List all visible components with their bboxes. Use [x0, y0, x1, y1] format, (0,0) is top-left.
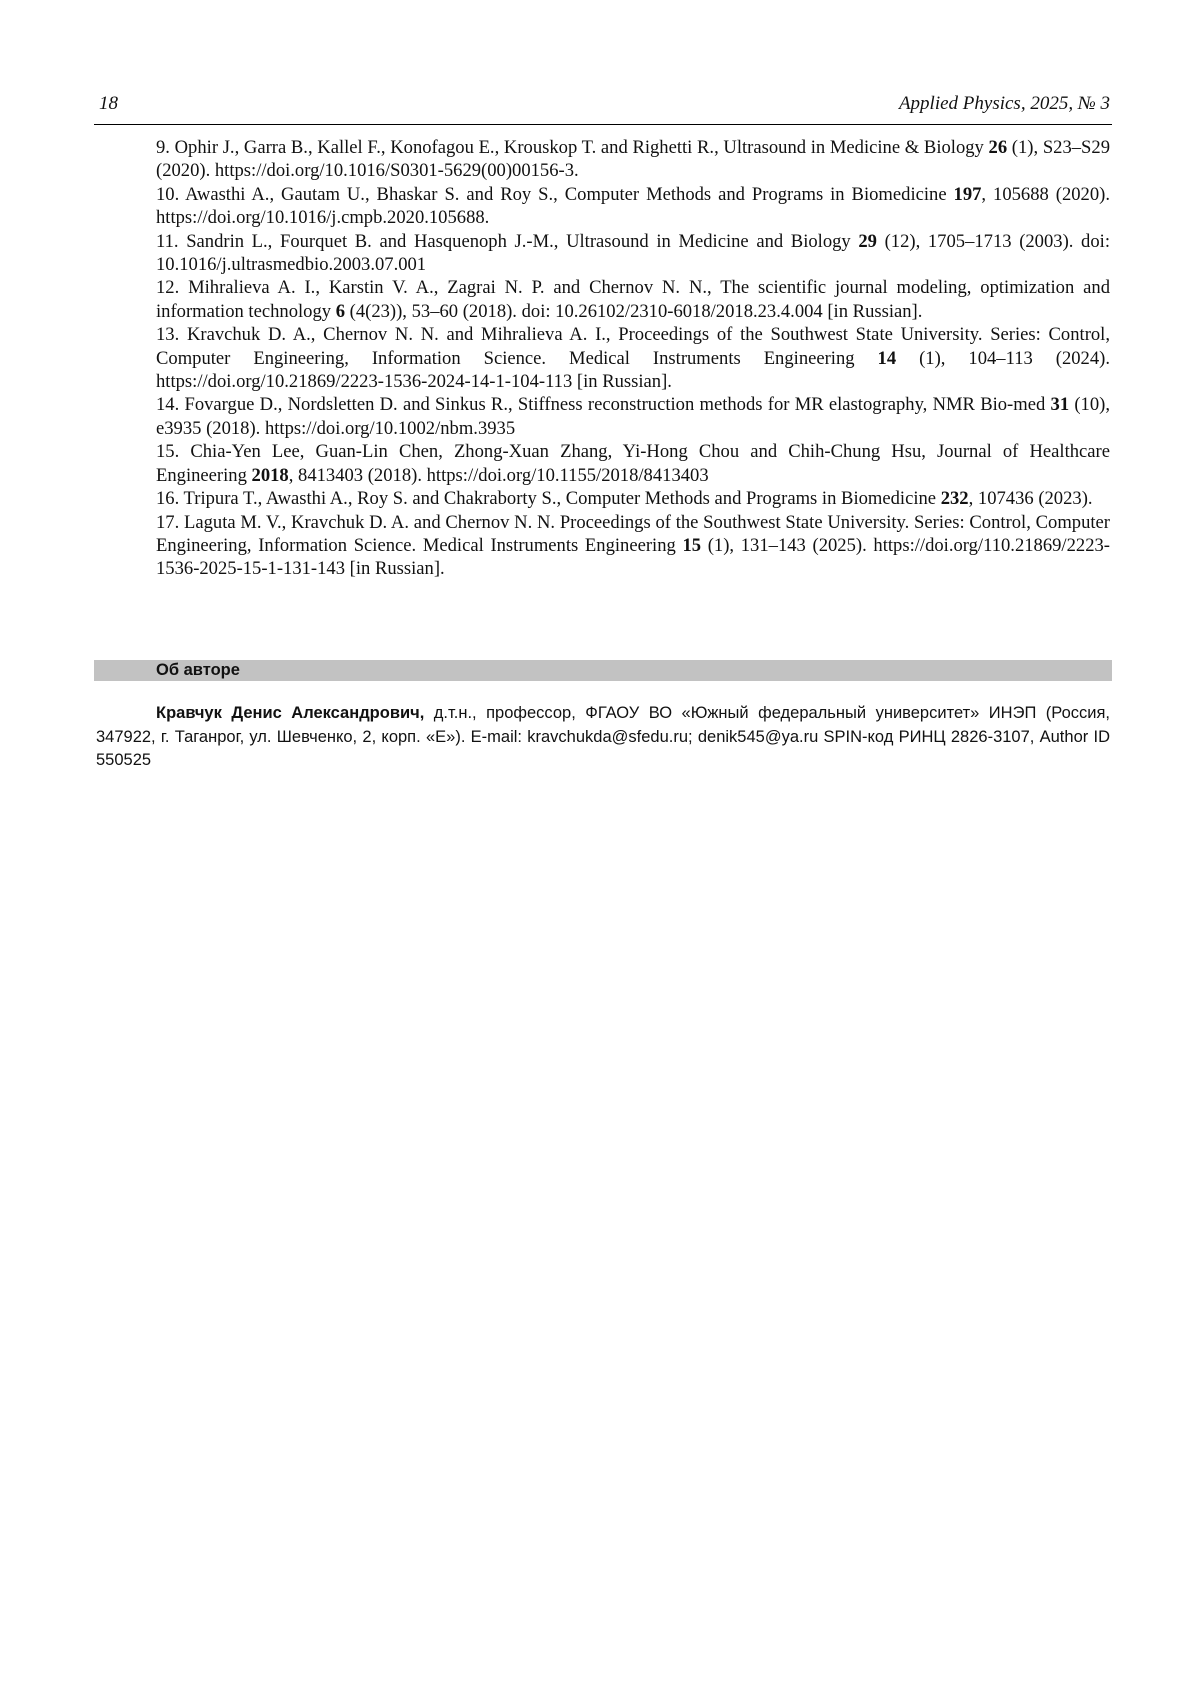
journal-title: Applied Physics, 2025, № 3 [898, 93, 1110, 114]
author-name: Кравчук Денис Александрович, [156, 704, 425, 722]
reference-list [156, 136, 1110, 581]
page-number: 18 [99, 93, 118, 114]
reference-item: 11. Sandrin L., Fourquet B. and Hasquenoph J.-M., Ultrasound in Medicine and Biology 29 (12), 1705–1713 (2003). doi: 10.1016/j.ultrasmedbio.2003.07.001 [156, 230, 1110, 276]
reference-item: 15. Chia-Yen Lee, Guan-Lin Chen, Zhong-Xuan Zhang, Yi-Hong Chou and Chih-Chung Hsu, Journal of Healthcare Engineering 2018, 8413403 (2018). https://doi.org/10.1155/2018/8413403 [156, 441, 1110, 486]
reference-item: 17. Laguta M. V., Kravchuk D. A. and Chernov N. N. Proceedings of the Southwest State University. Series: Control, Computer Engineering, Information Science. Medical Instruments Engineering 15 (1), 131–143 (2025). https://doi.org/110.21869/2223-1536-2025-15-1-131-143 [in Russian]. [156, 511, 1110, 580]
about-author-heading: Об авторе [156, 661, 240, 679]
reference-item: 12. Mihralieva A. I., Karstin V. A., Zagrai N. P. and Chernov N. N., The scientific journal modeling, optimization and information technology 6 (4(23)), 53–60 (2018). doi: 10.26102/2310-6018/2018.23.4.004 [in Russian]. [156, 277, 1110, 322]
reference-item: 9. Ophir J., Garra B., Kallel F., Konofagou E., Krouskop T. and Righetti R., Ultrasound in Medicine & Biology 26 (1), S23–S29 (2020). https://doi.org/10.1016/S0301-5629(00)00156-3. [156, 137, 1110, 182]
reference-item: 14. Fovargue D., Nordsletten D. and Sinkus R., Stiffness reconstruction methods for MR elastography, NMR Bio-med 31 (10), e3935 (2018). https://doi.org/10.1002/nbm.3935 [156, 394, 1110, 439]
author-details: д.т.н., профессор, ФГАОУ ВО «Южный федеральный университет» ИНЭП (Россия, 347922, г. Таганрог, ул. Шевченко, 2, корп. «Е»). E-mail: kravchukda@sfedu.ru; denik545@ya.ru SPIN-код РИНЦ 2826-3107, Author ID 550525 [96, 704, 1110, 769]
running-header [94, 90, 1112, 125]
reference-item: 13. Kravchuk D. A., Chernov N. N. and Mihralieva A. I., Proceedings of the Southwest State University. Series: Control, Computer Engineering, Information Science. Medical Instruments Engineering 14 (1), 104–113 (2024). https://doi.org/10.21869/2223-1536-2024-14-1-104-113 [in Russian]. [156, 324, 1110, 393]
reference-item: 16. Tripura T., Awasthi A., Roy S. and Chakraborty S., Computer Methods and Programs in Biomedicine 232, 107436 (2023). [156, 488, 1093, 510]
author-bio [96, 702, 1110, 773]
about-author-heading-bar [94, 660, 1112, 681]
reference-item: 10. Awasthi A., Gautam U., Bhaskar S. and Roy S., Computer Methods and Programs in Biomedicine 197, 105688 (2020). https://doi.org/10.1016/j.cmpb.2020.105688. [156, 183, 1110, 229]
